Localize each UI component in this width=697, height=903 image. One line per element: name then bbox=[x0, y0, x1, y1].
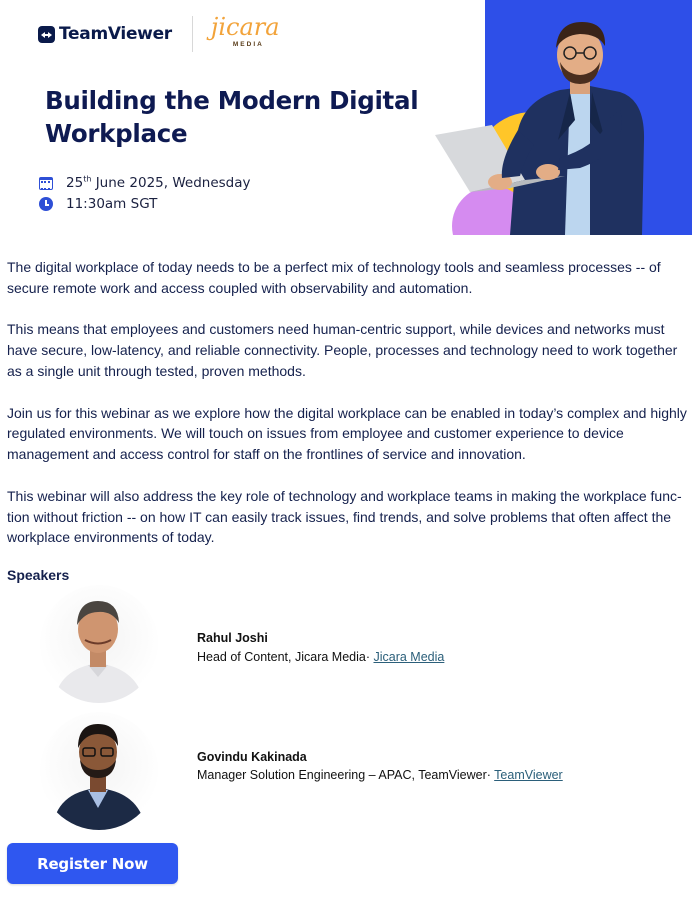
jicara-media-logo bbox=[211, 15, 281, 53]
speakers-heading: Speakers bbox=[7, 567, 70, 583]
speaker-name: Govindu Kakinada bbox=[197, 750, 307, 764]
jicara-media-sub: MEDIA bbox=[232, 41, 264, 48]
logo-divider bbox=[192, 16, 193, 52]
calendar-icon bbox=[39, 177, 53, 190]
speaker-company-link[interactable]: TeamViewer bbox=[494, 768, 563, 782]
jicara-wordmark: jicara bbox=[210, 13, 280, 41]
event-date bbox=[39, 175, 251, 191]
description-paragraph: This means that employees and customers need human-centric support, while devices and networks must have secure, low-latency, and reliable connectivity. People, processes and technology need to work together as a single unit through tested, proven methods. bbox=[7, 321, 678, 379]
description-paragraph: Join us for this webinar as we explore how the digital workplace can be enabled in today’s complex and highly regulated environments. We will touch on issues from employee and customer experience to device management and access control for staff on the frontlines of service and innovation. bbox=[7, 404, 687, 463]
speaker-card bbox=[40, 585, 680, 705]
logo-bar bbox=[38, 14, 281, 54]
speaker-role: Manager Solution Engineering – APAC, TeamViewer· TeamViewer bbox=[197, 768, 563, 782]
speaker-avatar bbox=[40, 585, 158, 703]
teamviewer-logo bbox=[38, 24, 172, 44]
teamviewer-wordmark: TeamViewer bbox=[59, 24, 172, 44]
event-time bbox=[39, 196, 157, 212]
speaker-name: Rahul Joshi bbox=[197, 631, 268, 645]
speaker-photo bbox=[40, 712, 158, 830]
page-title: Building the Modern Digital Workplace bbox=[45, 86, 419, 148]
event-time-text: 11:30am SGT bbox=[66, 196, 158, 212]
hero-illustration bbox=[430, 0, 692, 235]
businessman-with-laptop-image bbox=[430, 0, 692, 235]
speaker-role: Head of Content, Jicara Media· Jicara Media bbox=[197, 650, 445, 664]
register-now-button[interactable]: Register Now bbox=[7, 843, 178, 884]
clock-icon bbox=[39, 197, 53, 211]
speaker-company-link[interactable]: Jicara Media bbox=[373, 650, 445, 664]
webinar-description bbox=[7, 257, 695, 569]
description-paragraph: The digital workplace of today needs to be a perfect mix of technology tools and seamless processes -- of secure remote work and access coupled with observability and automation. bbox=[7, 259, 661, 296]
speaker-card bbox=[40, 712, 680, 832]
teamviewer-icon bbox=[38, 26, 55, 43]
speaker-photo bbox=[40, 585, 158, 703]
hero-banner bbox=[0, 0, 697, 235]
event-date-text: 25th June 2025, Wednesday bbox=[66, 174, 251, 191]
description-paragraph: This webinar will also address the key role of technology and workplace teams in making the workplace func-tion without friction -- on how IT can easily track issues, find trends, and solve problems that often affect the workplace environments of today. bbox=[7, 487, 682, 546]
speaker-avatar bbox=[40, 712, 158, 830]
